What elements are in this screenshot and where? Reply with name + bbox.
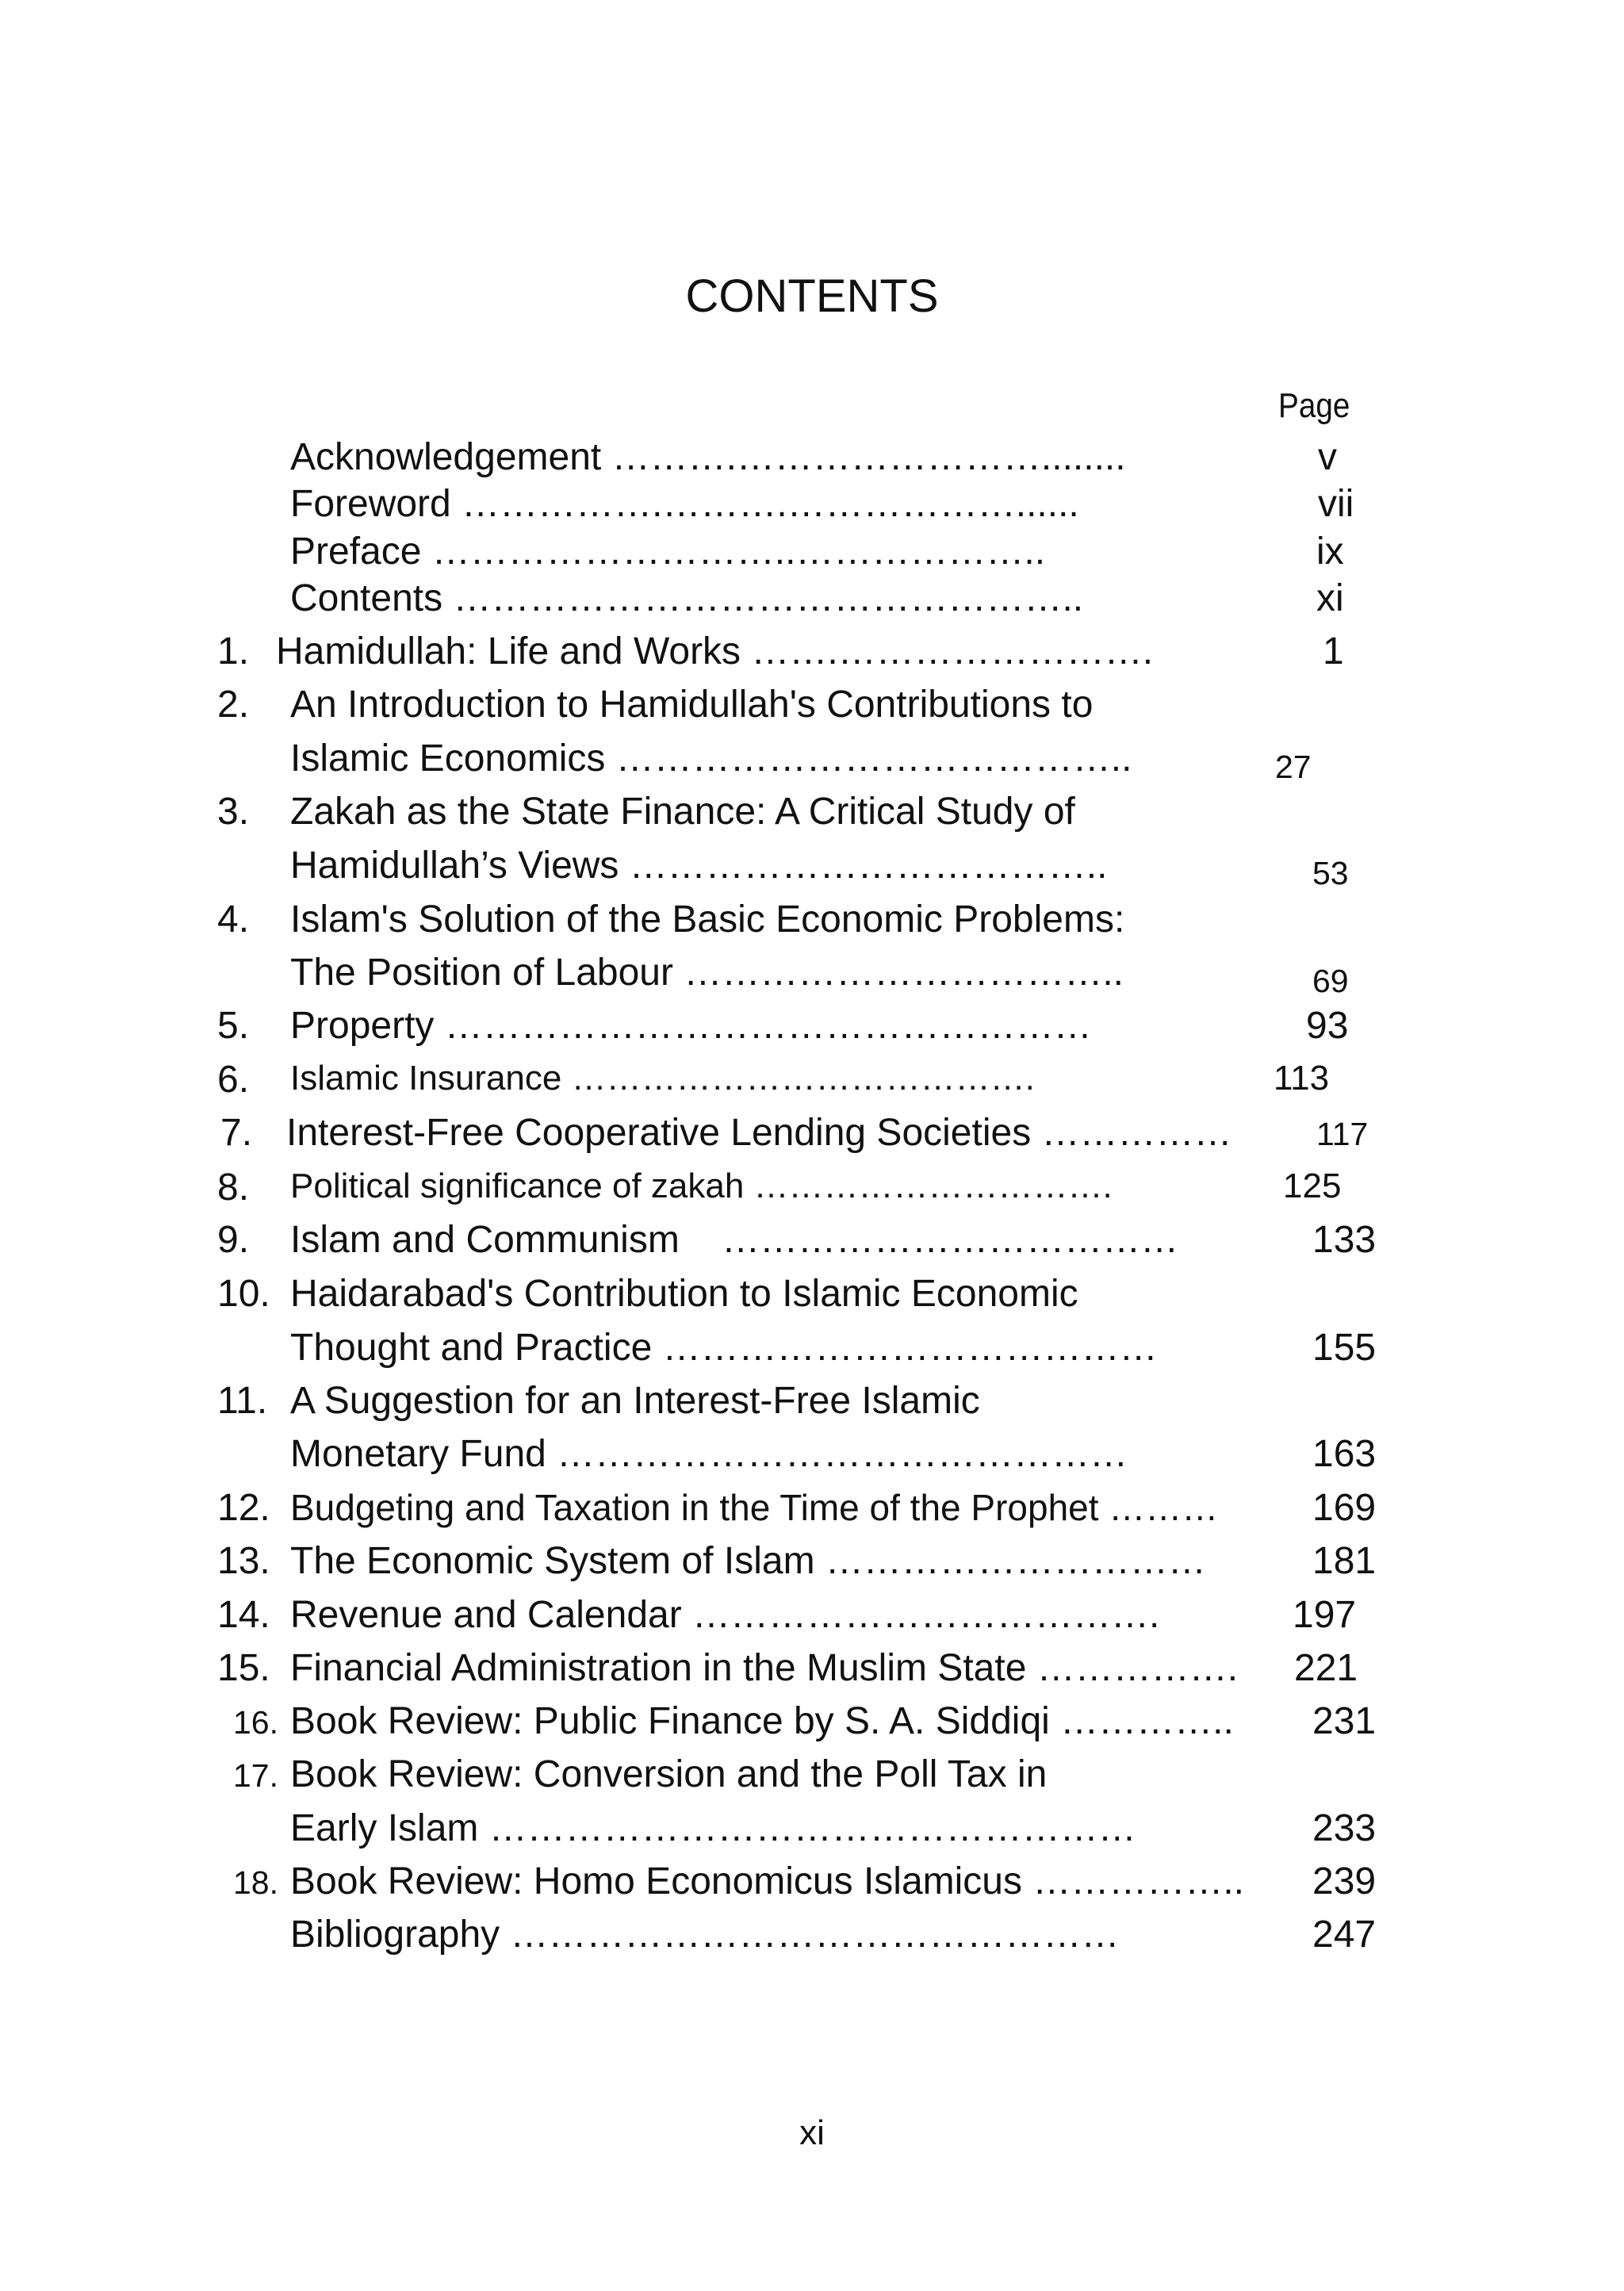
entry-page-number: 133: [1312, 1219, 1377, 1261]
entry-number: 7.: [220, 1112, 253, 1154]
entry-title-continued: The Position of Labour ……………………………..: [290, 952, 1124, 994]
entry-number: 1.: [217, 630, 250, 672]
entry-page-number: 169: [1312, 1487, 1377, 1529]
entry-page-number: 155: [1312, 1327, 1377, 1369]
entry-title: Budgeting and Taxation in the Time of the Prophet ………: [290, 1487, 1219, 1528]
entry-title: Hamidullah: Life and Works …….…………………….: [276, 630, 1154, 672]
entry-number: 4.: [217, 898, 250, 941]
entry-title-continued: Early Islam ……………………………………………: [290, 1807, 1136, 1849]
entry-title: Political significance of zakah ………………………….: [290, 1167, 1113, 1205]
page-title: CONTENTS: [685, 270, 939, 322]
entry-title-continued: Thought and Practice …………………………………: [290, 1327, 1158, 1369]
entry-page-number: 163: [1312, 1433, 1377, 1475]
entry-number: 5.: [217, 1005, 250, 1047]
entry-page-number: 231: [1312, 1700, 1377, 1742]
entry-page-number: 113: [1274, 1059, 1330, 1098]
entry-number: 12.: [217, 1487, 270, 1529]
entry-title: An Introduction to Hamidullah's Contributions to: [290, 684, 1094, 726]
entry-number: 17.: [233, 1757, 278, 1794]
entry-title-continued: Monetary Fund ………………………………………: [290, 1433, 1128, 1475]
entry-title: Book Review: Conversion and the Poll Tax in: [290, 1753, 1048, 1795]
entry-number: 11.: [217, 1380, 268, 1422]
entry-page-number: 125: [1283, 1167, 1342, 1205]
entry-number: 8.: [217, 1167, 250, 1209]
entry-title: Interest-Free Cooperative Lending Societies ……………: [286, 1112, 1232, 1154]
entry-number: 14.: [217, 1594, 270, 1636]
entry-page-number: 53: [1312, 855, 1349, 891]
entry-page-number: 247: [1312, 1914, 1377, 1956]
entry-page-number: 221: [1294, 1647, 1358, 1689]
entry-title: A Suggestion for an Interest-Free Islamic: [290, 1380, 980, 1422]
entry-page-number: 181: [1312, 1540, 1377, 1582]
entry-title-continued: Islamic Economics …………………………………..: [290, 737, 1132, 780]
entry-title: Islamic Insurance ………………………………….: [290, 1059, 1035, 1098]
entry-number: 6.: [217, 1059, 250, 1101]
entry-title: Book Review: Homo Economicus Islamicus ……………..: [290, 1860, 1244, 1902]
entry-number: 9.: [217, 1219, 250, 1261]
entry-title: Zakah as the State Finance: A Critical Study of: [290, 791, 1075, 833]
entry-title: Haidarabad's Contribution to Islamic Economic: [290, 1273, 1078, 1315]
entry-number: 18.: [233, 1864, 278, 1901]
entry-number: 3.: [217, 791, 250, 833]
entry-number: 13.: [217, 1540, 270, 1582]
entry-title: The Economic System of Islam …………………………: [290, 1540, 1206, 1582]
entry-title: Preface ………………………..………………..: [290, 531, 1046, 573]
entry-title: Acknowledgement ……….……………………........: [290, 436, 1126, 478]
entry-page-number: 27: [1275, 749, 1312, 785]
entry-number: 15.: [217, 1647, 270, 1689]
entry-title: Islam's Solution of the Basic Economic Problems:: [290, 898, 1125, 941]
entry-title: Book Review: Public Finance by S. A. Siddiqi …………..: [290, 1700, 1234, 1742]
entry-page-number: 239: [1312, 1860, 1377, 1902]
entry-title: Property ……………………………………………: [290, 1005, 1092, 1047]
entry-title: Islam and Communism ………………………………: [290, 1219, 1179, 1261]
entry-page-number: ix: [1316, 531, 1344, 573]
page-number: xi: [799, 2113, 825, 2152]
entry-page-number: 69: [1312, 963, 1349, 999]
entry-title: Revenue and Calendar ……………………………….: [290, 1594, 1160, 1636]
entry-page-number: 117: [1316, 1116, 1369, 1152]
entry-page-number: 93: [1306, 1005, 1349, 1047]
entry-title-continued: Hamidullah’s Views ………………………………..: [290, 845, 1108, 887]
entry-number: 2.: [217, 684, 250, 726]
page-column-heading: Page: [1278, 386, 1350, 425]
entry-title: Foreword …………….……….………………......: [290, 483, 1079, 525]
entry-page-number: 1: [1323, 630, 1344, 672]
entry-page-number: v: [1318, 436, 1337, 478]
entry-page-number: xi: [1316, 577, 1344, 619]
entry-page-number: vii: [1318, 483, 1354, 525]
entry-number: 10.: [217, 1273, 270, 1315]
entry-page-number: 233: [1312, 1807, 1377, 1849]
entry-title: Financial Administration in the Muslim State …………….: [290, 1647, 1239, 1689]
entry-number: 16.: [233, 1704, 278, 1741]
entry-title: Contents …………………………………………..: [290, 577, 1084, 619]
entry-page-number: 197: [1293, 1594, 1357, 1636]
entry-title: Bibliography …………………………………………: [290, 1914, 1120, 1956]
